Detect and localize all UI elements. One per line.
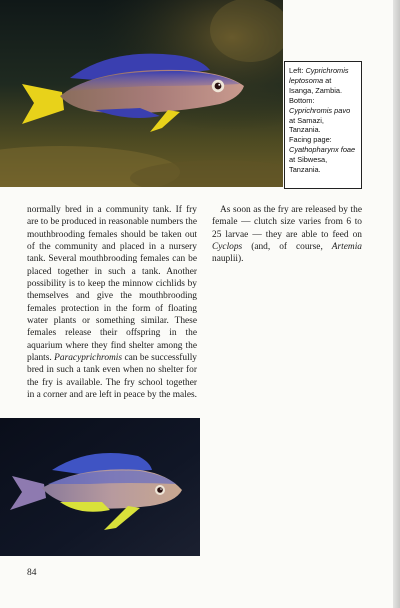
body-paragraph: normally bred in a community tank. If fry are to be produced in reasonable numbers the mouthbrooding females should be taken out of the community and placed in a nursery tank. Several mouthbrooding females can be placed together in such a tank. Another possibility is to keep the minnow cichlids by themselves and give the mouthbrooding females protection in the form of floating water plants or something similar. These females release their offspring in the aquarium where they find shelter among the plants. Paracyprichromis can be successfully bred in such a tank even when no shelter for the fry is available. The fry school together in a corner and are left in peace by the males. [27,205,197,401]
body-text-left-column [27,204,197,402]
body-text-right-column [212,204,362,266]
page-number: 84 [27,568,37,578]
photo-caption-box [284,61,362,189]
bottom-fish-photo [0,418,200,556]
caption-bottom: Bottom: Cyprichromis pavo at Samazi, Tanzania. [289,95,351,135]
caption-facing-page: Facing page: Cyathopharynx foae at Sibwesa, Tanzania. [289,135,356,175]
body-paragraph: As soon as the fry are released by the female — clutch size varies from 6 to 25 larvae — they are able to feed on Cyclops (and, of course, Artemia nauplii). [212,205,362,265]
top-fish-photo [0,0,283,187]
fish-photo-leptosoma [0,0,283,187]
fish-photo-pavo [0,418,200,556]
caption-left: Left: Cyprichromis leptosoma at Isanga, Zambia. [289,66,349,95]
page-edge-divider [393,0,400,608]
